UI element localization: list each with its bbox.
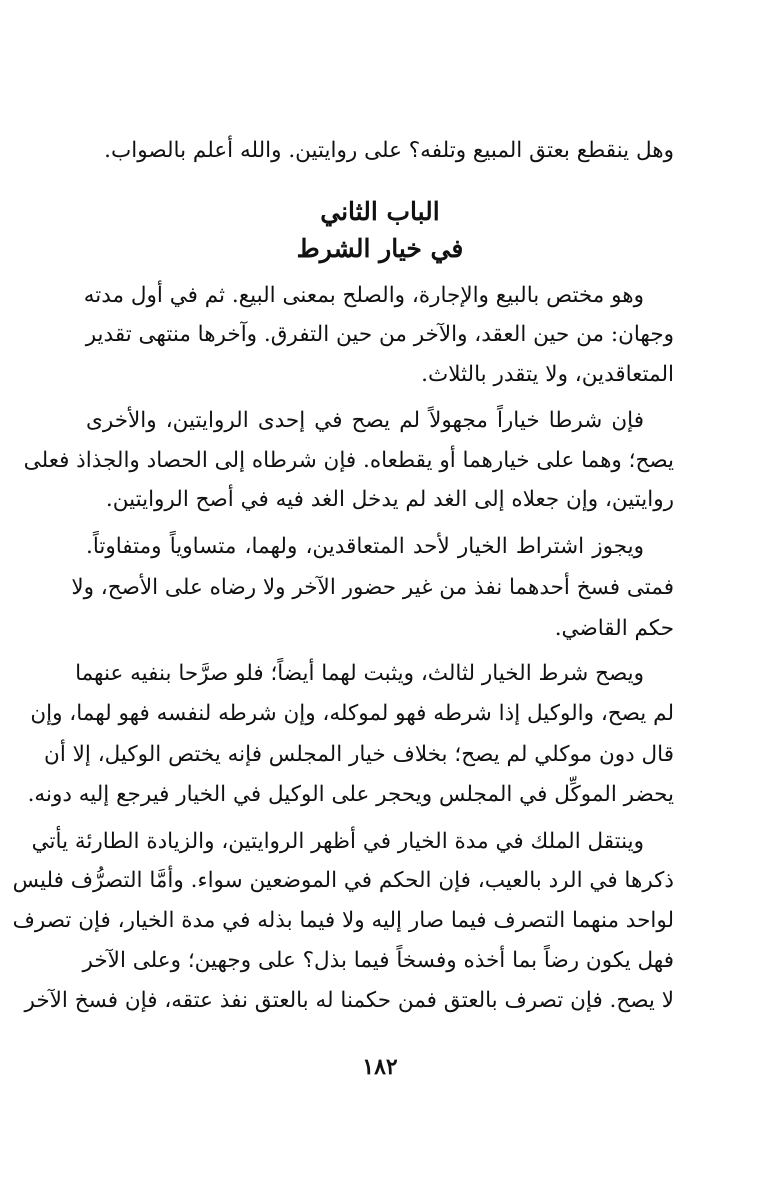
page-number: ١٨٢ xyxy=(362,1054,398,1080)
text-line: لواحد منهما التصرف فيما صار إليه ولا فيما بذله في مدة الخيار، فإن تصرف xyxy=(12,908,674,933)
text-line: فهل يكون رضاً بما أخذه وفسخاً فيما بذل؟ على وجهين؛ وعلى الآخر xyxy=(82,948,674,973)
opening-line: وهل ينقطع بعتق المبيع وتلفه؟ على روايتين. والله أعلم بالصواب. xyxy=(104,138,674,163)
text-line: فإن شرطا خياراً مجهولاً لم يصح في إحدى الروايتين، والأخرى xyxy=(86,408,644,433)
text-line: فمتى فسخ أحدهما نفذ من غير حضور الآخر ولا رضاه على الأصح، ولا xyxy=(71,575,674,600)
text-line: يصح؛ وهما على خيارهما أو يقطعاه. فإن شرطاه إلى الحصاد والجذاذ فعلى xyxy=(23,448,674,473)
text-line: ذكرها في الرد بالعيب، فإن الحكم في الموضعين سواء. وأمَّا التصرُّف فليس xyxy=(12,868,674,893)
text-line: وهو مختص بالبيع والإجارة، والصلح بمعنى البيع. ثم في أول مدته xyxy=(83,283,644,308)
text-line: حكم القاضي. xyxy=(554,616,674,641)
text-line: ويجوز اشتراط الخيار لأحد المتعاقدين، ولهما، متساوياً ومتفاوتاً. xyxy=(86,534,644,559)
text-line: لم يصح، والوكيل إذا شرطه فهو لموكله، وإن شرطه لنفسه فهو لهما، وإن xyxy=(30,701,674,726)
text-line: وجهان: من حين العقد، والآخر من حين التفرق. وآخرها منتهى تقدير xyxy=(85,322,674,347)
text-line: لا يصح. فإن تصرف بالعتق فمن حكمنا له بالعتق نفذ عتقه، فإن فسخ الآخر xyxy=(24,988,674,1013)
chapter-title: الباب الثاني xyxy=(320,197,440,226)
text-line: يحضر الموكِّل في المجلس ويحجر على الوكيل في الخيار فيرجع إليه دونه. xyxy=(27,782,674,807)
chapter-subtitle: في خيار الشرط xyxy=(296,234,464,263)
text-line: قال دون موكلي لم يصح؛ بخلاف خيار المجلس فإنه يختص الوكيل، إلا أن xyxy=(44,742,674,767)
text-line: المتعاقدين، ولا يتقدر بالثلاث. xyxy=(421,362,674,387)
text-line: ويصح شرط الخيار لثالث، ويثبت لهما أيضاً؛ فلو صرَّحا بنفيه عنهما xyxy=(75,661,644,686)
text-line: روايتين، وإن جعلاه إلى الغد لم يدخل الغد فيه في أصح الروايتين. xyxy=(105,487,674,512)
text-line: وينتقل الملك في مدة الخيار في أظهر الروايتين، والزيادة الطارئة يأتي xyxy=(31,829,644,854)
